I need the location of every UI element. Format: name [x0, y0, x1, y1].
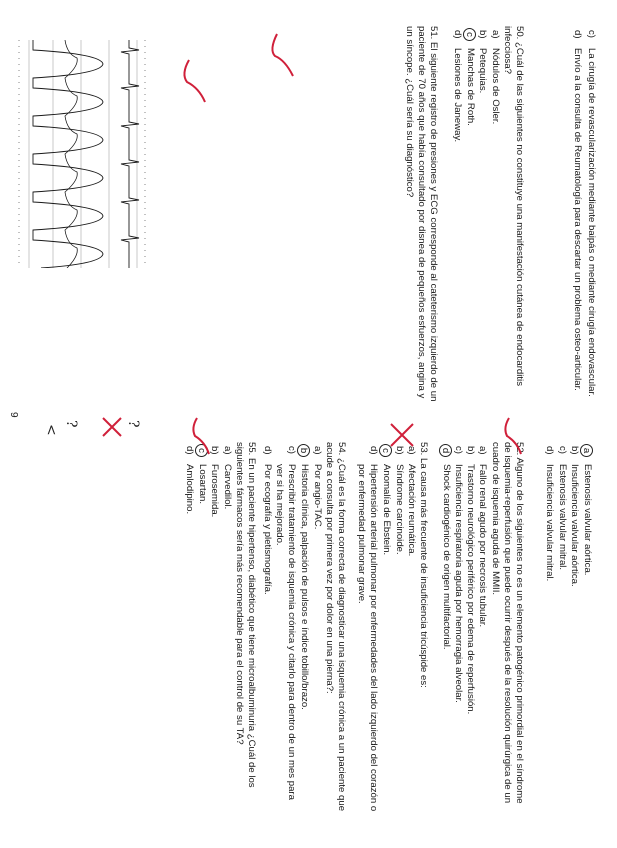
- selected-answer-circle: c: [463, 28, 476, 41]
- ecg-pressure-figure: [15, 40, 151, 268]
- q53-option-c[interactable]: c Anomalía de Ebstein.: [379, 442, 392, 812]
- selected-answer-circle: d: [439, 444, 452, 457]
- question-55-stem: 55. En un paciente hipertenso, diabético que tiene microalbuminuria ¿Cuál de los siguientes fármacos sería más recomendable para el control de su TA?: [233, 442, 257, 788]
- q55-option-d[interactable]: d) Amlodipino.: [183, 446, 195, 515]
- q52-option-b[interactable]: b) Trastorno neurológico periférico por edema de reperfusión.: [465, 446, 477, 715]
- question-50-stem: 50. ¿Cuál de las siguientes no constituye una manifestación cutánea de endocarditis infecciosa?: [501, 26, 525, 386]
- selected-answer-circle: c: [379, 444, 392, 457]
- q52-option-a[interactable]: a) Fallo renal agudo por necrosis tubular.: [477, 446, 489, 628]
- q52-option-d[interactable]: d Shock cardiogénico de origen multifactorial.: [439, 442, 452, 812]
- q52-option-c[interactable]: c) Insuficiencia respiratoria aguda por hemorragia alveolar.: [452, 446, 464, 703]
- question-51-stem: 51. El siguiente registro de presiones y ECG corresponde al cateterismo izquierdo de un paciente de 70 años que había consultado por disnea de pequeños esfuerzos, angina y un síncope. ¿Cuál sería su diagnóstico?: [403, 26, 439, 402]
- q55-option-a[interactable]: a) Carvedilol.: [221, 446, 233, 510]
- question-50: [451, 26, 525, 408]
- handwritten-less-than-mark: <: [43, 424, 59, 436]
- selected-answer-circle: c: [195, 444, 208, 457]
- red-cross-mark-icon: [99, 414, 125, 440]
- q50-option-a[interactable]: a) Nódulos de Osler.: [489, 30, 501, 125]
- question-55: [183, 442, 257, 812]
- q53-option-b[interactable]: b) Síndrome carcinoide.: [393, 446, 405, 555]
- q50-option-b[interactable]: b) Petequias.: [477, 30, 489, 94]
- question-53-stem: 53. La causa más frecuente de insuficiencia tricúspide es:: [418, 442, 429, 688]
- page-number: 9: [8, 412, 19, 418]
- q54-option-b[interactable]: b Historia clínica, palpación de pulsos e índice tobillo/brazo.: [297, 442, 310, 812]
- handwritten-question-mark: ?: [63, 420, 79, 428]
- left-top-options: [571, 26, 597, 408]
- option-a[interactable]: a Estenosis valvular aórtica.: [580, 442, 593, 812]
- question-54-stem: 54. ¿Cuál es la forma correcta de diagnosticar una isquemia crónica a un paciente que acude a consulta por primera vez por dolor en una pierna?:: [323, 442, 347, 812]
- q50-option-d[interactable]: d) Lesiones de Janeway.: [451, 30, 463, 143]
- option-d[interactable]: d) Envío a la consulta de Reumatología para descartar un problema osteo-articular.: [571, 30, 583, 391]
- selected-answer-circle: b: [297, 444, 310, 457]
- red-cross-mark-icon: [387, 420, 417, 450]
- q54-option-a[interactable]: a) Por angio-TAC.: [311, 446, 323, 530]
- q54-option-d[interactable]: d) Por ecografía y pletismografía.: [261, 446, 273, 595]
- question-51: [402, 26, 439, 408]
- q53-option-d[interactable]: d) Hipertensión arterial pulmonar por enfermedades del lado izquierdo del corazón o por enfermedad pulmonar grave.: [355, 446, 380, 812]
- right-top-options: [543, 442, 593, 812]
- question-52-stem: 52. Alguno de los siguientes no es un elemento patogénico primordial en el síndrome de isquemia-reperfusión que puede ocurrir después de la resolución quirúrgica de un cuadro de isquemia aguda de MMII.: [489, 442, 525, 804]
- q53-option-a[interactable]: a) Afectación reumática.: [405, 446, 417, 557]
- red-check-mark-icon: [187, 414, 213, 458]
- question-52: [439, 442, 525, 812]
- red-check-mark-icon: [177, 56, 207, 106]
- selected-answer-circle: a: [580, 444, 593, 457]
- question-54: [261, 442, 347, 812]
- q55-option-c[interactable]: c Losartan.: [195, 442, 208, 812]
- option-c[interactable]: c) La cirugía de revascularización mediante baipás o mediante cirugía endovascular.: [586, 30, 597, 397]
- option-b[interactable]: b) Insuficiencia valvular aórtica.: [568, 446, 580, 587]
- q54-option-c[interactable]: c) Prescribir tratamiento de isquemia crónica y citarlo para dentro de un mes para ver si ha mejorado.: [273, 446, 298, 800]
- red-check-mark-icon: [265, 30, 295, 80]
- option-d[interactable]: d) Insuficiencia valvular mitral.: [544, 446, 556, 582]
- option-c[interactable]: c) Estenosis valvular mitral.: [556, 446, 568, 571]
- question-53: [355, 442, 429, 812]
- handwritten-question-mark: ?: [125, 420, 141, 428]
- red-check-mark-icon: [499, 414, 525, 458]
- q55-option-b[interactable]: b) Furosemida.: [209, 446, 221, 518]
- q50-option-c[interactable]: c Manchas de Roth.: [463, 26, 476, 408]
